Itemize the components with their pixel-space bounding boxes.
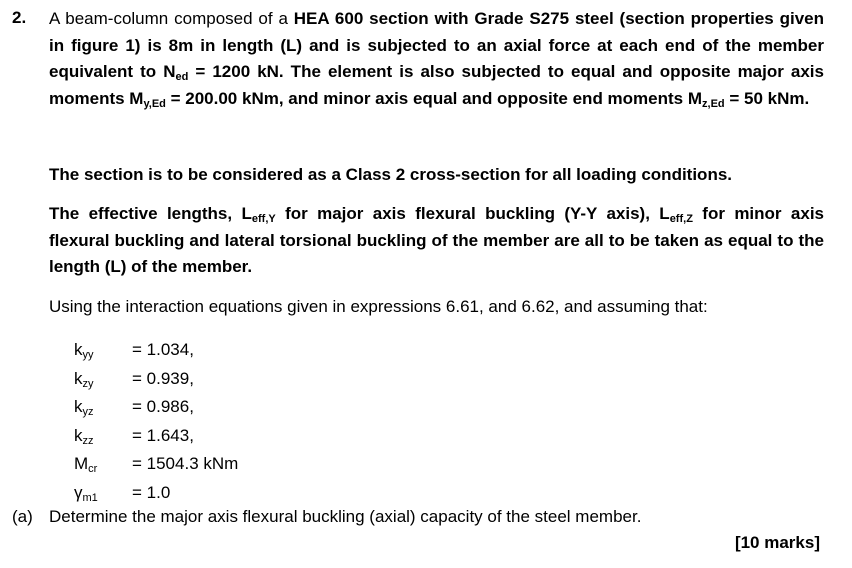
assumption-kyz	[74, 393, 238, 422]
assumption-value: = 1.643,	[132, 425, 194, 445]
intro-text-2: HEA 600 section with Grade S275 steel (section properties given in figure 1) is 8m in length (L) and is subjected to an axial force at each end of the member equivalent to $N_{ed} = 1200$ kN. The element is also subjected to equal and opposite major axis moments $M_{y,Ed} = 200.00$ kNm, and minor axis equal and opposite end moments $M_{z,Ed} = 50$ kNm.	[49, 9, 824, 110]
problem-statement	[49, 6, 824, 112]
m-z-ed-subscript: z,Ed	[702, 97, 725, 110]
assumption-symbol: $k_{zz}$	[74, 425, 94, 447]
assumption-value: = 1.0	[132, 482, 171, 502]
assumption-kzz	[74, 422, 238, 451]
l-eff-z-subscript: eff,Z	[669, 213, 693, 225]
class-statement: The section is to be considered as a Class 2 cross-section for all loading conditions.	[49, 165, 733, 184]
part-a-label: (a)	[12, 507, 33, 526]
assumption-symbol: $\gamma_{m1}$	[74, 482, 98, 504]
assumption-symbol: $k_{yy}$	[74, 340, 94, 361]
part-a	[12, 504, 641, 530]
assumptions-list	[74, 336, 238, 508]
using-statement: Using the interaction equations given in expressions 6.61, and 6.62, and assuming that:	[49, 297, 708, 316]
assumption-symbol: $M_{cr}$	[74, 454, 98, 476]
assumption-kyy	[74, 336, 238, 365]
m-y-ed-subscript: y,Ed	[143, 97, 166, 110]
assumption-value: = 0.939,	[132, 368, 194, 388]
assumption-value: = 1.034,	[132, 340, 194, 359]
intro-text-1: A beam-column composed of a	[49, 9, 294, 28]
effective-lengths-statement: The effective lengths, $L_{eff,Y}$ for major axis flexural buckling (Y-Y axis), $L_{eff,Z}$ for minor axis flexural buckling and lateral torsional buckling of the member are all to be taken as equal to the length (L) of the member.	[49, 204, 824, 276]
l-eff-y-subscript: eff,Y	[251, 213, 276, 225]
assumption-symbol: $k_{yz}$	[74, 397, 94, 419]
question-number: 2.	[12, 8, 27, 27]
assumption-value: = 0.986,	[132, 397, 194, 417]
marks-label: [10 marks]	[734, 533, 820, 552]
assumption-kzy	[74, 365, 238, 394]
assumption-mcr	[74, 450, 238, 479]
assumption-symbol: $k_{zy}$	[74, 368, 94, 390]
part-a-text: Determine the major axis flexural buckling (axial) capacity of the steel member.	[49, 507, 642, 526]
assumption-value: = 1504.3 kNm	[132, 454, 239, 474]
n-ed-subscript: ed	[175, 71, 189, 83]
